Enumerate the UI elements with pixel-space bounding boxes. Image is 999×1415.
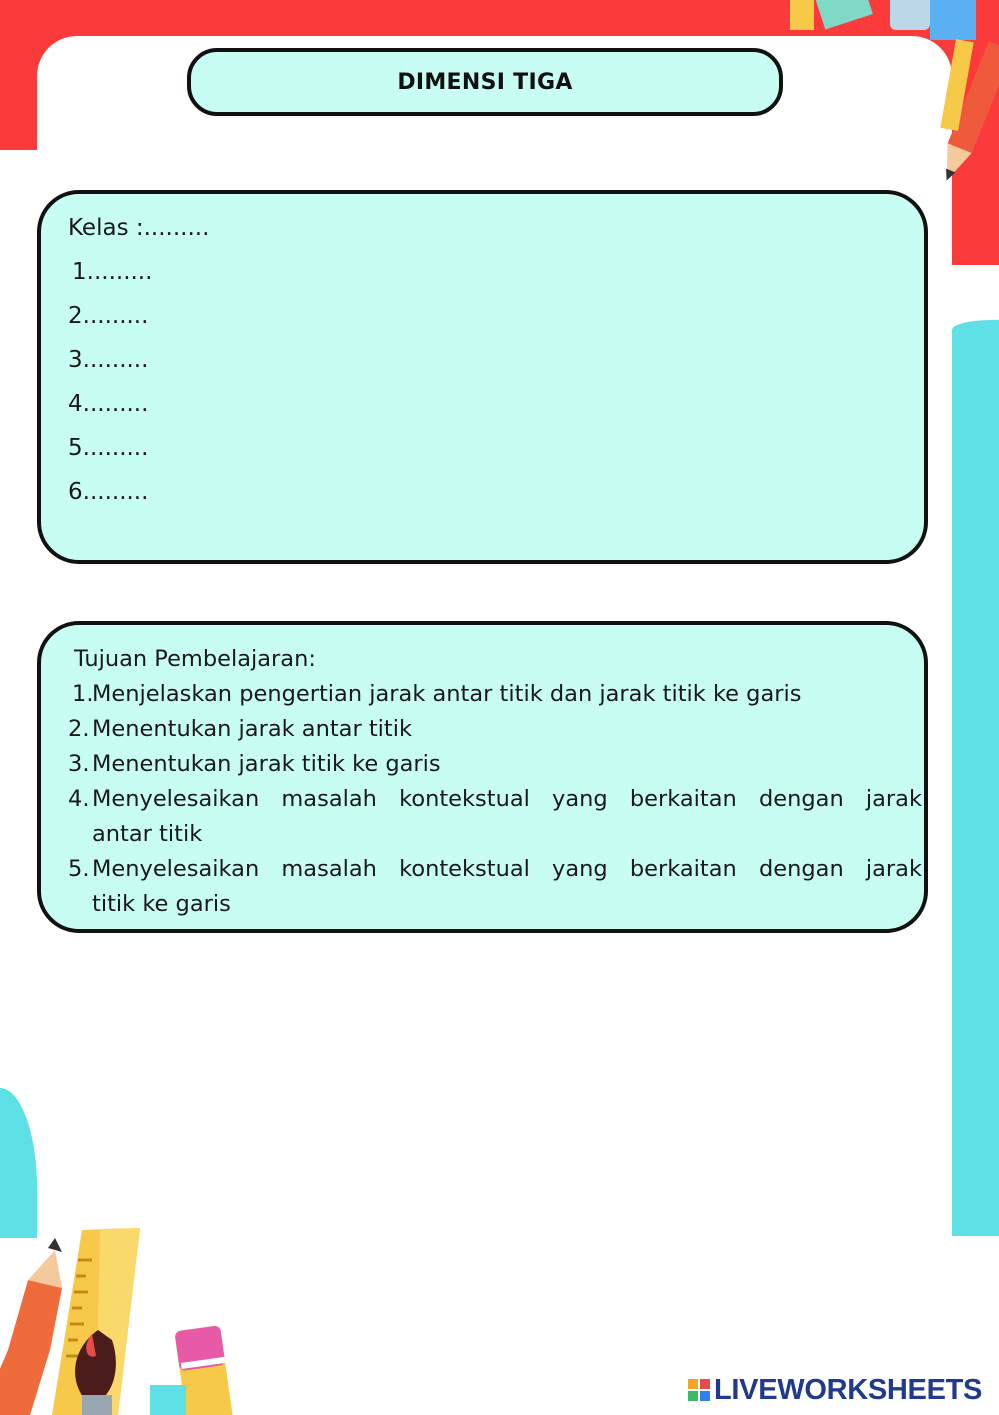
pencil-icon — [0, 1238, 62, 1415]
member-line-6[interactable]: 6......... — [68, 479, 149, 505]
goal-4-number: 4. — [68, 786, 90, 812]
liveworksheets-brand[interactable] — [688, 1372, 982, 1408]
page-title: DIMENSI TIGA — [187, 48, 783, 116]
liveworksheets-logo-icon — [688, 1379, 710, 1401]
class-label[interactable]: Kelas :......... — [68, 215, 210, 241]
member-line-4[interactable]: 4......... — [68, 391, 149, 417]
top-stationery-icon — [780, 0, 999, 195]
learning-goals-panel — [37, 621, 928, 933]
goal-1-text: Menjelaskan pengertian jarak antar titik dan jarak titik ke garis — [92, 681, 802, 707]
brand-name: LIVEWORKSHEETS — [714, 1373, 983, 1406]
eraser-icon — [150, 1325, 234, 1415]
goal-4-text: Menyelesaikan masalah kontekstual yang berkaitan dengan jarak — [92, 786, 922, 812]
members-panel — [37, 190, 928, 564]
goal-5-number: 5. — [68, 856, 90, 882]
goal-3-number: 3. — [68, 751, 90, 777]
goal-4-text-continued: antar titik — [92, 821, 203, 847]
goal-5-text-continued: titik ke garis — [92, 891, 231, 917]
member-line-3[interactable]: 3......... — [68, 347, 149, 373]
bottom-stationery-icon — [0, 1210, 260, 1415]
member-line-2[interactable]: 2......... — [68, 303, 149, 329]
member-line-1[interactable]: 1......... — [72, 259, 153, 285]
right-teal-band — [952, 320, 999, 1236]
goal-2-text: Menentukan jarak antar titik — [92, 716, 413, 742]
goal-1-number: 1. — [72, 681, 94, 707]
goals-heading: Tujuan Pembelajaran: — [74, 646, 316, 672]
goal-5-text: Menyelesaikan masalah kontekstual yang berkaitan dengan jarak — [92, 856, 922, 882]
member-line-5[interactable]: 5......... — [68, 435, 149, 461]
goal-3-text: Menentukan jarak titik ke garis — [92, 751, 441, 777]
goal-2-number: 2. — [68, 716, 90, 742]
